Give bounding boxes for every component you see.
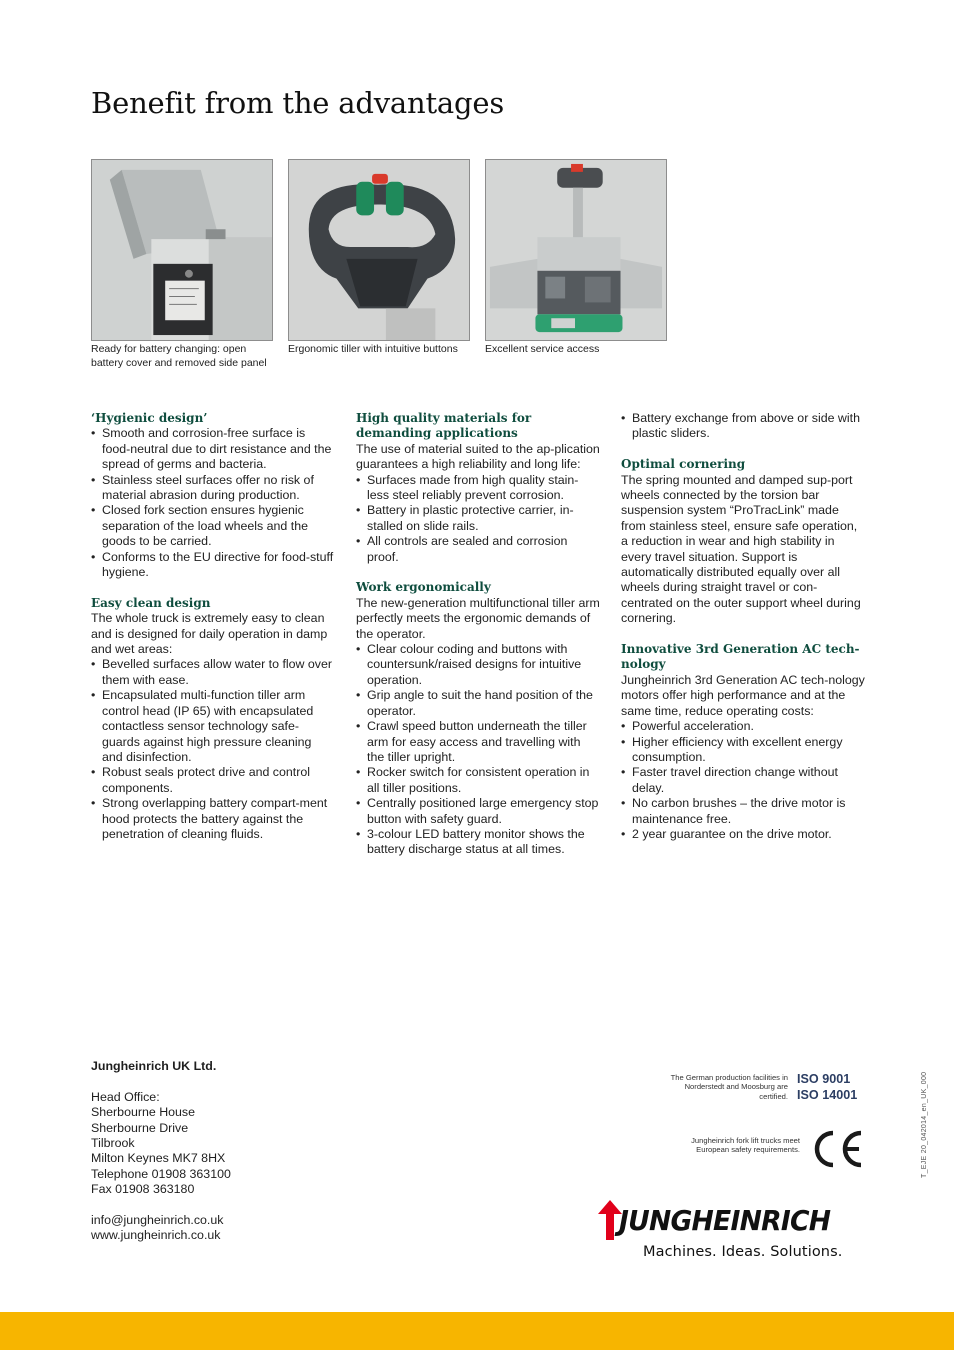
ce-note: Jungheinrich fork lift trucks meet European safety requirements.	[691, 1136, 800, 1155]
list-item: • Smooth and corrosion-free surface is food-neutral due to dirt resistance and the spread of germs and bacteria.	[91, 426, 335, 472]
logo-tagline: Machines. Ideas. Solutions.	[643, 1244, 843, 1260]
easy-clean-heading: Easy clean design	[91, 595, 211, 610]
list-item: • Stainless steel surfaces offer no risk of material abrasion during production.	[91, 473, 335, 504]
logo-wordmark: JUNGHEINRICH	[619, 1204, 831, 1237]
jungheinrich-logo	[597, 1198, 867, 1266]
contact-block	[91, 1213, 231, 1244]
address-line: Sherbourne Drive	[91, 1120, 189, 1135]
ergonomic-intro: The new-generation multifunctional tiller arm perfectly meets the ergonomic demands of the operator.	[356, 595, 600, 641]
battery-exchange-list	[621, 411, 865, 442]
materials-intro: The use of material suited to the ap-plication guarantees a high reliability and long life:	[356, 441, 600, 472]
list-item: • Faster travel direction change without delay.	[621, 765, 865, 796]
list-item: • 2 year guarantee on the drive motor.	[621, 827, 865, 842]
iso-note: The German production facilities in Norderstedt and Moosburg are certified.	[670, 1073, 788, 1101]
list-item: • Crawl speed button underneath the tiller arm for easy access and travelling with the tiller upright.	[356, 719, 600, 765]
materials-list	[356, 473, 600, 565]
list-item: • Battery in plastic protective carrier, in-stalled on slide rails.	[356, 503, 600, 534]
text-column-3	[621, 411, 865, 858]
company-info	[91, 1059, 231, 1244]
list-item: • Clear colour coding and buttons with countersunk/raised designs for intuitive operation.	[356, 642, 600, 688]
iso-14001-badge: ISO 14001	[797, 1088, 858, 1102]
list-item: • Battery exchange from above or side with plastic sliders.	[621, 411, 865, 442]
company-address	[91, 1090, 231, 1198]
company-name: Jungheinrich UK Ltd.	[91, 1059, 217, 1073]
list-item: • All controls are sealed and corrosion proof.	[356, 534, 600, 565]
cornering-heading: Optimal cornering	[621, 457, 746, 472]
easy-clean-list	[91, 657, 335, 842]
footer-band	[0, 1312, 954, 1350]
battery-changing-photo	[91, 159, 273, 341]
hygienic-design-heading: ‘Hygienic design’	[91, 411, 208, 425]
battery-exchange-section	[621, 411, 865, 442]
document-code: T_EJE 20_042014_en_UK_000	[921, 1071, 928, 1178]
tiller-caption: Ergonomic tiller with intuitive buttons	[288, 343, 458, 355]
list-item: • 3-colour LED battery monitor shows the battery discharge status at all times.	[356, 827, 600, 858]
list-item: • Strong overlapping battery compart-ment hood protects the battery against the penetration of cleaning fluids.	[91, 796, 335, 842]
list-item: • Encapsulated multi-function tiller arm control head (IP 65) with encapsulated contactless sensor technology safe-guards against high pressure cleaning and disinfection.	[91, 688, 335, 765]
ac-technology-list	[621, 719, 865, 842]
iso-9001-badge: ISO 9001	[797, 1072, 851, 1086]
list-item: • Surfaces made from high quality stain-less steel reliably prevent corrosion.	[356, 473, 600, 504]
service-access-caption: Excellent service access	[485, 343, 600, 355]
hygienic-design-section	[91, 411, 335, 580]
page-title: Benefit from the advantages	[91, 86, 505, 120]
easy-clean-intro: The whole truck is extremely easy to clean and is designed for daily operation in damp and wet areas:	[91, 611, 328, 657]
ce-mark-icon	[809, 1128, 865, 1170]
ergonomic-heading: Work ergonomically	[356, 580, 491, 595]
cornering-section	[621, 457, 865, 626]
fax: Fax 01908 363180	[91, 1182, 195, 1197]
iso-badges	[797, 1071, 857, 1103]
ac-technology-section	[621, 642, 865, 842]
list-item: • Powerful acceleration.	[621, 719, 865, 734]
service-access-photo	[485, 159, 667, 341]
email-link[interactable]: info@jungheinrich.co.uk	[91, 1213, 224, 1228]
address-line: Sherbourne House	[91, 1105, 196, 1120]
address-line: Tilbrook	[91, 1136, 135, 1151]
list-item: • Grip angle to suit the hand position of the operator.	[356, 688, 600, 719]
tiller-photo	[288, 159, 470, 341]
list-item: • Higher efficiency with excellent energy consumption.	[621, 735, 865, 766]
easy-clean-section	[91, 596, 335, 843]
list-item: • Centrally positioned large emergency stop button with safety guard.	[356, 796, 600, 827]
list-item: • Conforms to the EU directive for food-stuff hygiene.	[91, 550, 335, 581]
list-item: • Bevelled surfaces allow water to flow over them with ease.	[91, 657, 335, 688]
text-column-1	[91, 411, 335, 858]
list-item: • No carbon brushes – the drive motor is maintenance free.	[621, 796, 865, 827]
list-item: • Closed fork section ensures hygienic separation of the load wheels and the goods to be carried.	[91, 503, 335, 549]
telephone: Telephone 01908 363100	[91, 1166, 231, 1181]
ac-technology-heading: Innovative 3rd Generation AC tech-nology	[621, 642, 860, 672]
ergonomic-section	[356, 580, 600, 857]
materials-heading: High quality materials for demanding applications	[356, 411, 532, 441]
address-line: Milton Keynes MK7 8HX	[91, 1151, 226, 1166]
list-item: • Robust seals protect drive and control components.	[91, 765, 335, 796]
list-item: • Rocker switch for consistent operation in all tiller positions.	[356, 765, 600, 796]
address-line: Head Office:	[91, 1089, 160, 1104]
website-link[interactable]: www.jungheinrich.co.uk	[91, 1228, 221, 1243]
text-column-2	[356, 411, 600, 873]
cornering-text: The spring mounted and damped sup-port wheels connected by the torsion bar suspension system “ProTracLink” made from stainless steel, ensure safe operation, a reduction in wear and high stability in every travel situation. Support is automatically distributed equally over all wheels during straight travel or con-centrated on the outer support wheel during cornering.	[621, 472, 861, 626]
materials-section	[356, 411, 600, 565]
ergonomic-list	[356, 642, 600, 858]
ac-technology-intro: Jungheinrich 3rd Generation AC tech-nology motors offer high performance and at the same time, reduce operating costs:	[621, 672, 865, 718]
battery-changing-caption: Ready for battery changing: open battery cover and removed side panel	[91, 343, 267, 369]
hygienic-design-list	[91, 426, 335, 580]
